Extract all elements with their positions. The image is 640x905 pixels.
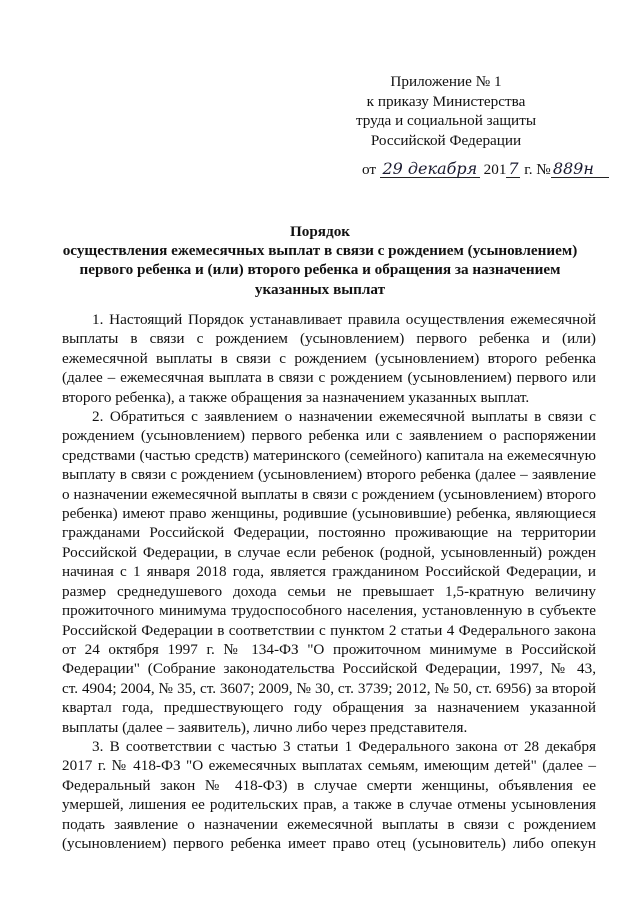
paragraph-line: средствами (частью средств) материнского (семейного) капитала на ежемесячную <box>62 446 596 464</box>
paragraph-line: (далее – ежемесячная выплата в связи с рождением (усыновлением) первого или <box>62 369 596 387</box>
paragraph-3 <box>62 737 596 853</box>
paragraph-line: Федеральный закон № 418-ФЗ) в случае смерти женщины, объявления ее <box>62 776 596 794</box>
paragraph-line: подать заявление о назначении ежемесячной выплаты в связи с рождением <box>62 815 596 833</box>
paragraph-line: квартал года, предшествующего году обращения за назначением указанной <box>62 699 596 717</box>
paragraph-line: Российской Федерации, в случае если ребенок (родной, усыновленный) рожден <box>62 543 596 561</box>
paragraph-line: 2. Обратиться с заявлением о назначении ежемесячной выплаты в связи с <box>92 408 596 426</box>
paragraph-line: ребенка) имеют право женщины, родившие (усыновившие) ребенка, являющиеся <box>62 505 596 523</box>
date-prefix: от <box>362 161 377 178</box>
paragraph-line: выплаты (далее – заявитель), лично либо через представителя. <box>62 718 468 736</box>
paragraph-line: 3. В соответствии с частью 3 статьи 1 Федерального закона от 28 декабря <box>92 737 596 755</box>
appendix-header <box>326 72 566 150</box>
paragraph-2 <box>62 407 596 737</box>
appendix-header-line: Приложение № 1 <box>390 73 502 90</box>
paragraph-line: ст. 4904; 2004, № 35, ст. 3607; 2009, № 30, ст. 3739; 2012, № 50, ст. 6956) за второй <box>62 679 596 697</box>
title-line: Порядок <box>289 223 351 240</box>
year-prefix: 201 <box>483 161 507 178</box>
paragraph-line: рождением (усыновлением) первого ребенка или с заявлением о распоряжении <box>62 427 596 445</box>
handwritten-year-digit: 7 <box>508 159 519 178</box>
paragraph-line: о назначении ежемесячной выплаты в связи с рождением (усыновлением) второго <box>62 485 596 503</box>
paragraph-line: прожиточного минимума трудоспособного населения, установленную в субъекте <box>62 602 596 620</box>
paragraph-1 <box>62 310 596 407</box>
paragraph-line: гражданами Российской Федерации, постоянно проживающие на территории <box>62 524 596 542</box>
paragraph-line: умершей, лишения ее родительских прав, а также в случае отмены усыновления <box>62 796 596 814</box>
document-body <box>62 310 596 853</box>
paragraph-line: 1. Настоящий Порядок устанавливает правила осуществления ежемесячной <box>92 311 596 328</box>
appendix-header-line: труда и социальной защиты <box>355 112 537 129</box>
paragraph-line: Федерации" (Собрание законодательства Российской Федерации, 1997, № 43, <box>62 660 596 678</box>
order-date-line <box>362 160 609 180</box>
paragraph-line: Российской Федерации в соответствии с пунктом 2 статьи 4 Федерального закона <box>62 621 596 639</box>
document-title <box>40 222 600 299</box>
paragraph-line: выплаты в связи с рождением (усыновлением) первого ребенка и (или) <box>62 330 596 348</box>
title-line: указанных выплат <box>254 280 386 298</box>
paragraph-line: 2017 г. № 418-ФЗ "О ежемесячных выплатах семьям, имеющим детей" (далее – <box>62 757 596 775</box>
handwritten-day-month: 29 декабря <box>380 161 480 178</box>
title-line: первого ребенка и (или) второго ребенка и обращения за назначением <box>79 261 561 279</box>
paragraph-line: ежемесячной выплаты в связи с рождением (усыновлением) второго ребенка <box>62 349 596 367</box>
paragraph-line: (усыновлением) первого ребенка имеет право отец (усыновитель) либо опекун <box>62 834 596 852</box>
number-prefix: г. № <box>524 161 551 178</box>
title-line: осуществления ежемесячных выплат в связи с рождением (усыновлением) <box>62 242 578 260</box>
paragraph-line: размер среднедушевого дохода семьи не превышает 1,5-кратную величину <box>62 582 596 600</box>
handwritten-order-number: 889н <box>551 161 609 178</box>
paragraph-line: начиная с 1 января 2018 года, является гражданином Российской Федерации, и <box>62 563 596 581</box>
paragraph-line: второго ребенка), а также обращения за назначением указанных выплат. <box>62 388 530 406</box>
appendix-header-line: к приказу Министерства <box>366 92 526 110</box>
paragraph-line: от 24 октября 1997 г. № 134-ФЗ "О прожиточном минимуме в Российской <box>62 640 596 658</box>
appendix-header-line: Российской Федерации <box>370 131 522 149</box>
paragraph-line: выплату в связи с рождением (усыновлением) второго ребенка (далее – заявление <box>62 466 596 484</box>
